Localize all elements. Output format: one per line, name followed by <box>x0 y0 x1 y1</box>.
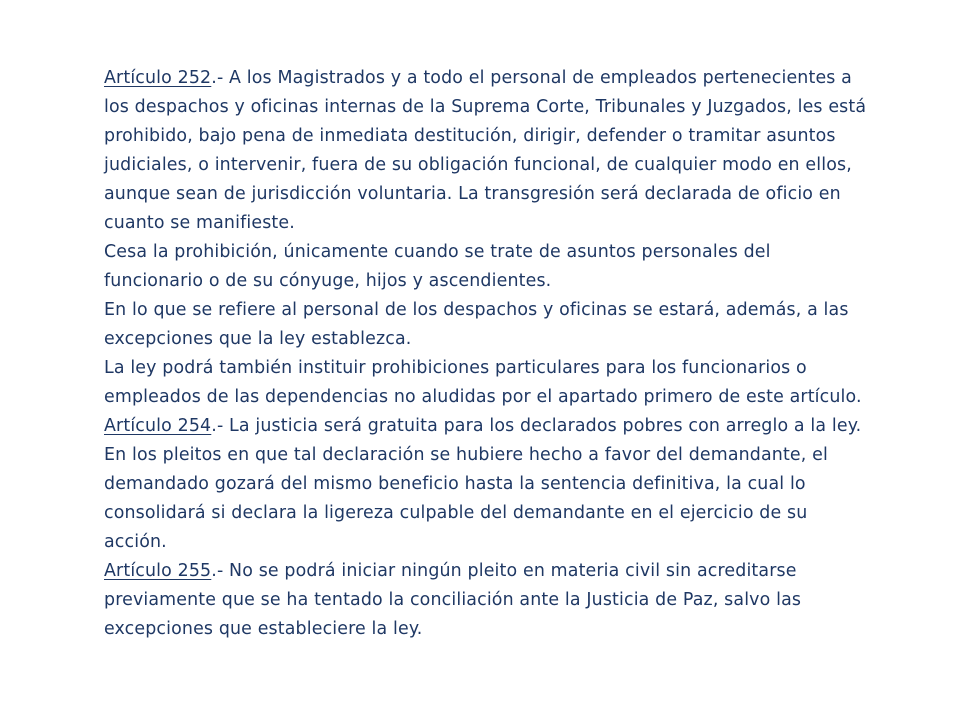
article-252-paragraph-2: Cesa la prohibición, únicamente cuando se trate de asuntos personales del funcionario o de su cónyuge, hijos y ascendientes. <box>104 242 771 291</box>
article-254-paragraph-1 <box>104 412 874 557</box>
article-255-link[interactable]: Artículo 255 <box>104 561 212 581</box>
article-252-text: .- A los Magistrados y a todo el personal de empleados pertenecientes a los despachos y oficinas internas de la Suprema Corte, Tribunales y Juzgados, les está prohibido, bajo pena de inmediata destitución, dirigir, defender o tramitar asuntos judiciales, o intervenir, fuera de su obligación funcional, de cualquier modo en ellos, aunque sean de jurisdicción voluntaria. La transgresión será declarada de oficio en cuanto se manifieste. <box>104 68 867 233</box>
article-254-text: .- La justicia será gratuita para los declarados pobres con arreglo a la ley. En los pleitos en que tal declaración se hubiere hecho a favor del demandante, el demandado gozará del mismo beneficio hasta la sentencia definitiva, la cual lo consolidará si declara la ligereza culpable del demandante en el ejercicio de su acción. <box>104 416 862 552</box>
article-252-paragraph-1 <box>104 64 874 238</box>
article-252-paragraph-3: En lo que se refiere al personal de los despachos y oficinas se estará, además, a las excepciones que la ley establezca. <box>104 300 849 349</box>
article-255-paragraph-1 <box>104 557 874 644</box>
article-text-block <box>104 64 874 644</box>
article-252-link[interactable]: Artículo 252 <box>104 68 212 88</box>
article-254-link[interactable]: Artículo 254 <box>104 416 212 436</box>
article-252-paragraph-4: La ley podrá también instituir prohibiciones particulares para los funcionarios o empleados de las dependencias no aludidas por el apartado primero de este artículo. <box>104 358 862 407</box>
article-255-text: .- No se podrá iniciar ningún pleito en materia civil sin acreditarse previamente que se ha tentado la conciliación ante la Justicia de Paz, salvo las excepciones que estableciere la ley. <box>104 561 802 639</box>
